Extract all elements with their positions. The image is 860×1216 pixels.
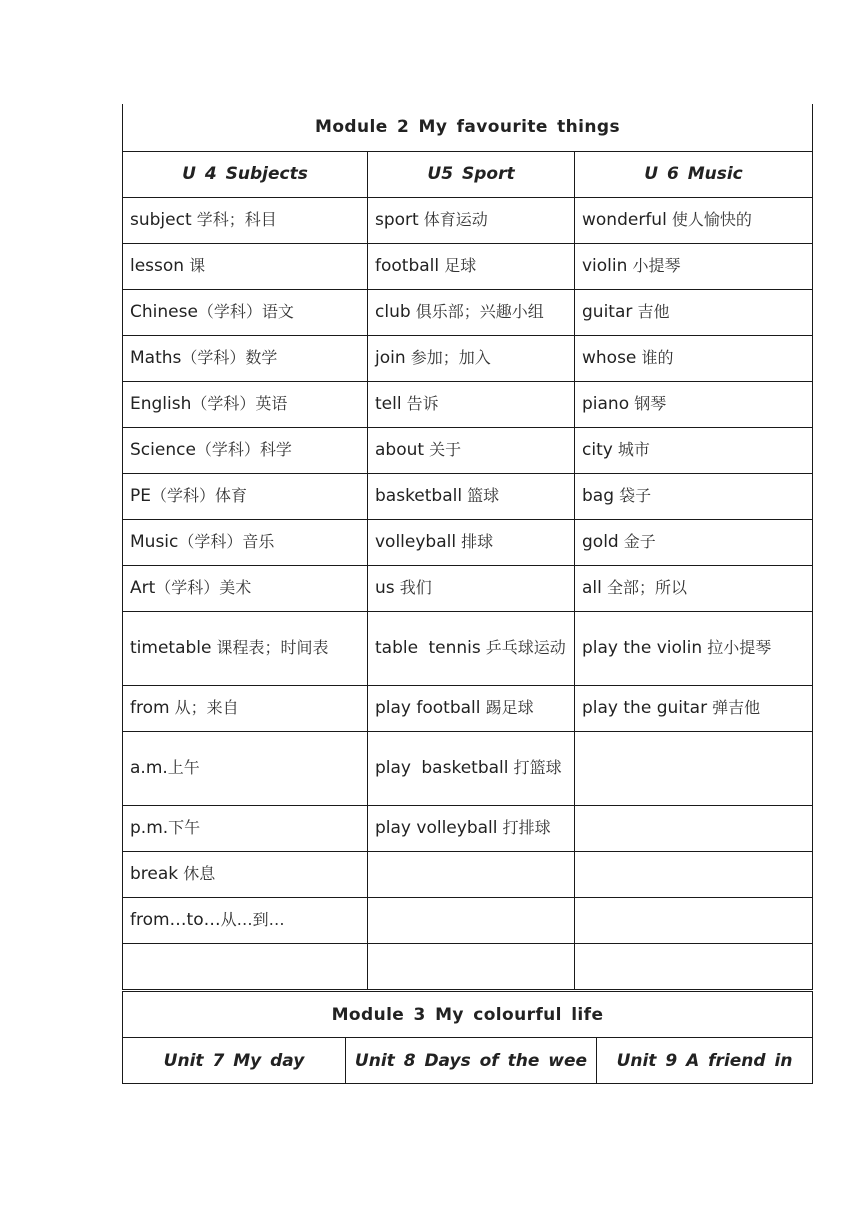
vocab-row <box>123 243 813 289</box>
english-word: basketball <box>375 486 463 506</box>
vocab-cell <box>123 289 368 335</box>
chinese-meaning: 足球 <box>439 256 477 275</box>
vocab-row <box>123 519 813 565</box>
chinese-meaning: 乒乓球运动 <box>480 638 566 657</box>
english-word: bag <box>582 486 614 506</box>
english-word: play volleyball <box>375 818 498 838</box>
chinese-meaning: （学科）美术 <box>155 578 252 597</box>
chinese-meaning: 钢琴 <box>629 394 667 413</box>
unit-header-row <box>123 151 813 197</box>
vocab-row <box>123 289 813 335</box>
vocab-cell <box>575 611 813 685</box>
vocab-cell <box>575 519 813 565</box>
chinese-meaning: 踢足球 <box>480 698 534 717</box>
english-word: from <box>130 698 170 718</box>
vocab-cell <box>123 335 368 381</box>
vocab-cell <box>368 197 575 243</box>
module-title: Module 3 My colourful life <box>123 992 813 1038</box>
vocab-cell <box>575 289 813 335</box>
english-word: break <box>130 864 179 884</box>
chinese-meaning: 俱乐部；兴趣小组 <box>410 302 544 321</box>
vocab-cell <box>368 565 575 611</box>
chinese-meaning: 弹吉他 <box>707 698 761 717</box>
vocab-cell <box>368 685 575 731</box>
english-word: play the guitar <box>582 698 708 718</box>
english-word: wonderful <box>582 210 667 230</box>
chinese-meaning: 学科；科目 <box>191 210 277 229</box>
vocab-cell <box>123 197 368 243</box>
unit-header: Unit 8 Days of the wee <box>346 1038 597 1084</box>
chinese-meaning: 从…到… <box>220 910 285 929</box>
english-word: about <box>375 440 425 460</box>
english-word: Art <box>130 578 156 598</box>
vocab-cell <box>123 851 368 897</box>
chinese-meaning: （学科）语文 <box>197 302 294 321</box>
vocab-cell <box>368 289 575 335</box>
english-word: a.m. <box>130 758 168 778</box>
vocab-cell <box>575 731 813 805</box>
vocab-row <box>123 611 813 685</box>
vocab-cell <box>123 243 368 289</box>
vocab-cell <box>123 685 368 731</box>
english-word: club <box>375 302 411 322</box>
chinese-meaning: 从；来自 <box>169 698 239 717</box>
vocab-cell <box>123 731 368 805</box>
vocab-row <box>123 731 813 805</box>
english-word: subject <box>130 210 192 230</box>
chinese-meaning: 打排球 <box>497 818 551 837</box>
module-header-row <box>123 104 813 151</box>
chinese-meaning: 金子 <box>618 532 656 551</box>
english-word: play football <box>375 698 481 718</box>
chinese-meaning: 休息 <box>178 864 216 883</box>
vocab-cell <box>123 473 368 519</box>
english-word: violin <box>582 256 628 276</box>
vocab-cell <box>575 805 813 851</box>
english-word: from…to… <box>130 910 221 930</box>
vocab-row <box>123 473 813 519</box>
vocab-cell <box>575 335 813 381</box>
vocab-row <box>123 805 813 851</box>
chinese-meaning: 谁的 <box>636 348 674 367</box>
english-word: English <box>130 394 192 414</box>
vocab-cell <box>575 427 813 473</box>
chinese-meaning: 打篮球 <box>508 758 562 777</box>
vocab-cell <box>368 897 575 943</box>
vocab-cell <box>575 197 813 243</box>
vocab-cell <box>368 243 575 289</box>
chinese-meaning: 课 <box>184 256 206 275</box>
module-header-row <box>123 992 813 1038</box>
vocab-cell <box>123 805 368 851</box>
vocab-row <box>123 897 813 943</box>
english-word: sport <box>375 210 419 230</box>
chinese-meaning: 体育运动 <box>418 210 488 229</box>
vocab-cell <box>368 381 575 427</box>
unit-header: U 4 Subjects <box>123 151 368 197</box>
chinese-meaning: 拉小提琴 <box>702 638 772 657</box>
vocab-cell <box>575 943 813 989</box>
vocab-cell <box>575 685 813 731</box>
chinese-meaning: 全部；所以 <box>601 578 687 597</box>
unit-header: Unit 7 My day <box>123 1038 346 1084</box>
chinese-meaning: （学科）英语 <box>191 394 288 413</box>
vocab-cell <box>368 427 575 473</box>
chinese-meaning: 使人愉快的 <box>666 210 752 229</box>
vocab-cell <box>575 243 813 289</box>
english-word: piano <box>582 394 630 414</box>
vocab-cell <box>368 611 575 685</box>
chinese-meaning: 城市 <box>612 440 650 459</box>
module-title: Module 2 My favourite things <box>123 104 813 151</box>
unit-header-row <box>123 1038 813 1084</box>
unit-header: Unit 9 A friend in <box>597 1038 813 1084</box>
english-word: Music <box>130 532 179 552</box>
vocab-row <box>123 197 813 243</box>
unit-header: U5 Sport <box>368 151 575 197</box>
english-word: PE <box>130 486 151 506</box>
chinese-meaning: 上午 <box>167 758 200 777</box>
english-word: all <box>582 578 602 598</box>
vocab-cell <box>575 851 813 897</box>
english-word: volleyball <box>375 532 457 552</box>
vocab-cell <box>368 335 575 381</box>
english-word: gold <box>582 532 619 552</box>
english-word: play basketball <box>375 758 509 778</box>
vocab-row <box>123 851 813 897</box>
chinese-meaning: 排球 <box>456 532 494 551</box>
module2-table <box>122 104 813 990</box>
vocab-row <box>123 427 813 473</box>
vocab-cell <box>123 427 368 473</box>
vocab-cell <box>123 611 368 685</box>
english-word: guitar <box>582 302 633 322</box>
chinese-meaning: 告诉 <box>401 394 439 413</box>
vocab-row <box>123 685 813 731</box>
chinese-meaning: 袋子 <box>614 486 652 505</box>
english-word: join <box>375 348 406 368</box>
chinese-meaning: （学科）体育 <box>151 486 248 505</box>
chinese-meaning: （学科）科学 <box>195 440 292 459</box>
vocab-cell <box>123 519 368 565</box>
vocab-cell <box>368 851 575 897</box>
english-word: city <box>582 440 613 460</box>
vocab-row <box>123 943 813 989</box>
english-word: Maths <box>130 348 182 368</box>
vocab-cell <box>123 381 368 427</box>
vocab-row <box>123 335 813 381</box>
vocab-cell <box>123 943 368 989</box>
vocab-cell <box>368 519 575 565</box>
module3-table <box>122 991 813 1084</box>
vocab-cell <box>575 381 813 427</box>
chinese-meaning: 我们 <box>394 578 432 597</box>
vocab-cell <box>368 943 575 989</box>
vocab-cell <box>123 897 368 943</box>
chinese-meaning: （学科）数学 <box>181 348 278 367</box>
english-word: p.m. <box>130 818 169 838</box>
vocab-row <box>123 565 813 611</box>
english-word: tell <box>375 394 402 414</box>
chinese-meaning: 关于 <box>424 440 462 459</box>
vocab-row <box>123 381 813 427</box>
chinese-meaning: 下午 <box>168 818 201 837</box>
english-word: table tennis <box>375 638 481 658</box>
chinese-meaning: 吉他 <box>632 302 670 321</box>
chinese-meaning: 课程表；时间表 <box>211 638 329 657</box>
english-word: timetable <box>130 638 212 658</box>
vocab-cell <box>123 565 368 611</box>
unit-header: U 6 Music <box>575 151 813 197</box>
english-word: football <box>375 256 440 276</box>
chinese-meaning: 小提琴 <box>627 256 681 275</box>
english-word: us <box>375 578 395 598</box>
vocab-cell <box>368 805 575 851</box>
english-word: play the violin <box>582 638 703 658</box>
vocab-cell <box>575 897 813 943</box>
vocab-cell <box>575 565 813 611</box>
english-word: Science <box>130 440 196 460</box>
english-word: Chinese <box>130 302 198 322</box>
english-word: lesson <box>130 256 185 276</box>
vocab-cell <box>368 473 575 519</box>
chinese-meaning: 参加；加入 <box>405 348 491 367</box>
vocab-cell <box>575 473 813 519</box>
chinese-meaning: 篮球 <box>462 486 500 505</box>
chinese-meaning: （学科）音乐 <box>178 532 275 551</box>
english-word: whose <box>582 348 637 368</box>
vocab-cell <box>368 731 575 805</box>
